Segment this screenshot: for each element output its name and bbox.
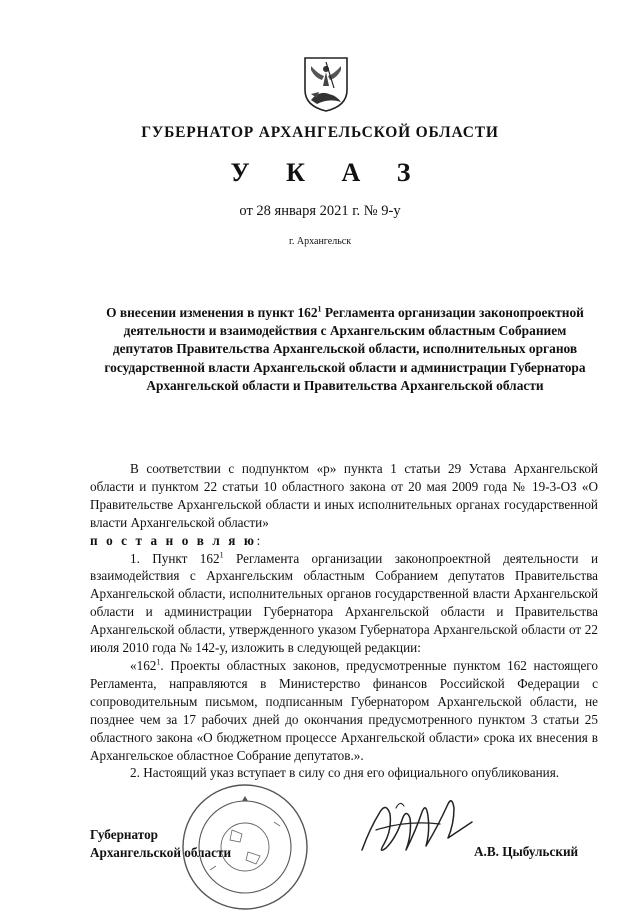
signatory-position [90,826,231,862]
clause-1-start: 1. Пункт 162 [130,550,220,566]
coat-of-arms-icon [303,56,349,112]
signatory-position-line-1: Губернатор [90,827,158,842]
decree-colon: : [256,532,261,548]
clause-1-paragraph [90,550,598,657]
decree-word-line [90,532,598,550]
document-title [95,304,595,395]
handwritten-signature [356,790,476,860]
document-body [90,460,598,782]
clause-2-text: 2. Настоящий указ вступает в силу со дня его официального опубликования. [130,765,560,781]
title-text-rest: законопроектной деятельности и взаимодействия с Архангельским областным Собранием депутатов Правительства Архангельской области, исполнительных органов государственной власти Архангельской области и администрации Губернатора Архангельской области и Правительства Архангельской области [104,305,586,393]
document-city: г. Архангельск [288,236,352,247]
title-superscript: 1 [317,304,322,314]
preamble-paragraph [90,460,598,532]
clause-1-text: Регламента организации законопроектной деятельности и взаимодействия с Архангельским областным Собранием депутатов Правительства Архангельской области, исполнительных органов государственной власти Архангельской области и администрации Губернатора Архангельской области и Правительства Архангельской области, утвержденного указом Губернатора Архангельской области от 22 июля 2010 года № 142-у, изложить в следующей редакции: [90,550,599,656]
issuing-authority: ГУБЕРНАТОР АРХАНГЕЛЬСКОЙ ОБЛАСТИ [141,124,499,141]
signatory-position-line-2: Архангельской области [90,845,232,860]
title-text-end: Регламента организации [321,305,476,320]
signatory-name: А.В. Цыбульский [474,844,579,859]
amended-clause-text: . Проекты областных законов, предусмотренные пунктом 162 настоящего Регламента, направляются в Министерство финансов Российской Федерации с сопроводительным письмом, подписанным Губернатором Архангельской области, не позднее чем за 17 рабочих дней до окончания предусмотренного пунктом 3 статьи 25 областного закона «О бюджетном процессе Архангельской области» срока их внесения в Архангельское областное Собрание депутатов.». [90,657,598,763]
amended-clause-superscript: 1 [156,657,161,667]
document-date-number: от 28 января 2021 г. № 9-у [239,203,401,219]
clause-1-superscript: 1 [219,550,224,560]
amended-clause-start: «162 [130,657,157,673]
amended-clause-paragraph [90,657,598,764]
clause-2-paragraph [90,764,598,782]
document-type: У К А З [230,158,426,187]
title-text-start: О внесении изменения в пункт 162 [106,305,318,320]
decree-word: п о с т а н о в л я ю [90,532,257,548]
preamble-text: В соответствии с подпунктом «р» пункта 1 статьи 29 Устава Архангельской области и пунктом 22 статьи 10 областного закона от 20 мая 2009 года № 19-3-ОЗ «О Правительстве Архангельской области и иных исполнительных органах государственной власти Архангельской области» [90,461,598,530]
